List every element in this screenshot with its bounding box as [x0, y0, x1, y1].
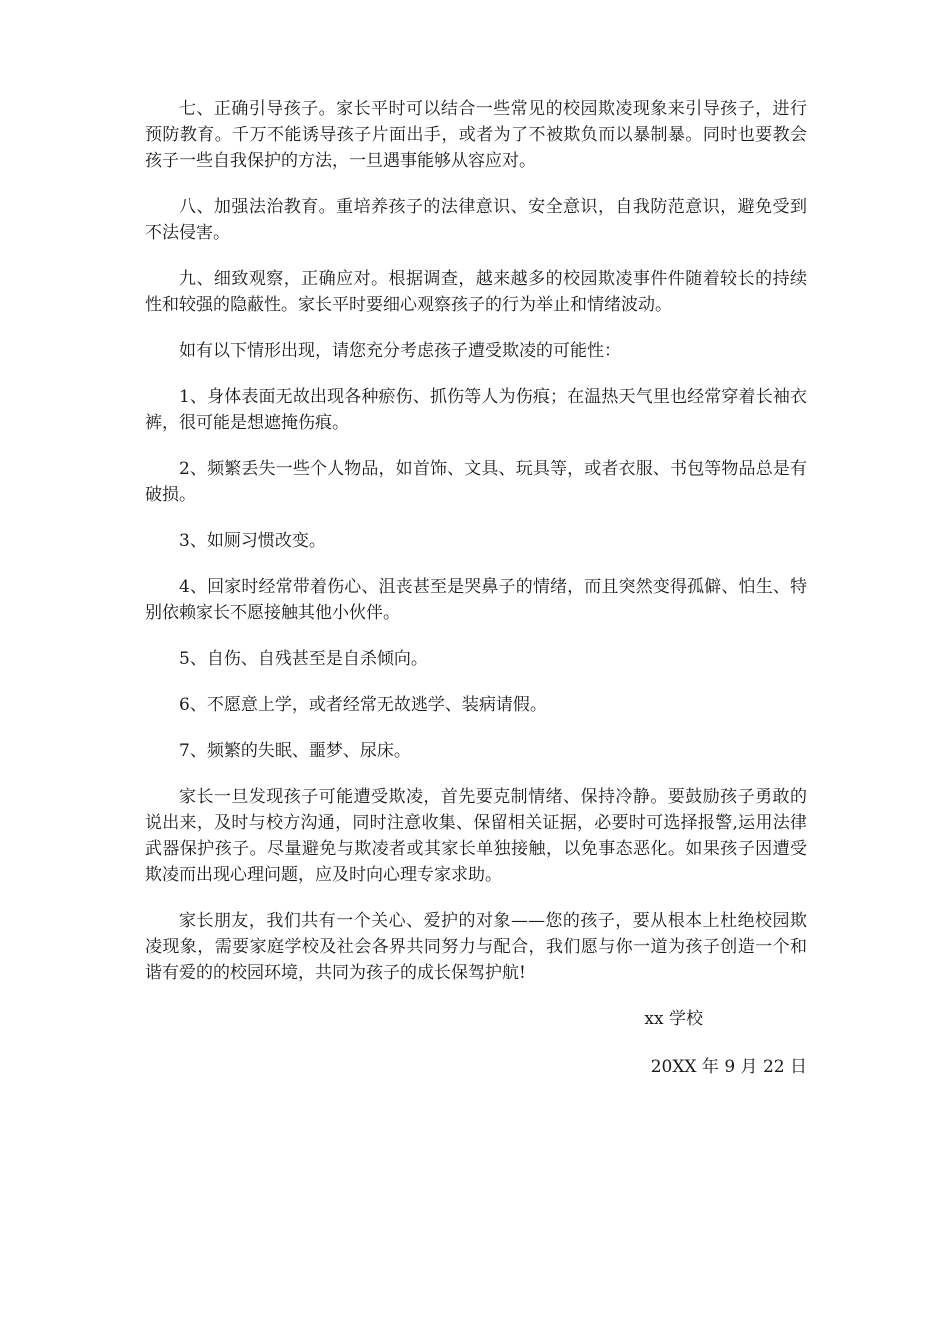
list-item-sign-5: 5、自伤、自残甚至是自杀倾向。 — [179, 649, 428, 669]
signature-date: 20XX 年 9 月 22 日 — [650, 1057, 807, 1077]
signature-school: xx 学校 — [644, 1009, 703, 1029]
list-item-sign-2: 2、频繁丢失一些个人物品，如首饰、文具、玩具等，或者衣服、书包等物品总是有破损。 — [145, 459, 807, 505]
list-item-sign-6: 6、不愿意上学，或者经常无故逃学、装病请假。 — [179, 695, 547, 715]
paragraph-response-advice: 家长一旦发现孩子可能遭受欺凌，首先要克制情绪、保持冷静。要鼓励孩子勇敢的说出来，及时与校方沟通，同时注意收集、保留相关证据，必要时可选择报警,运用法律武器保护孩子。尽量避免与欺凌者或其家长单独接触，以免事态恶化。如果孩子因遭受欺凌而出现心理问题，应及时向心理专家求助。 — [145, 787, 807, 885]
paragraph-signs-intro: 如有以下情形出现，请您充分考虑孩子遭受欺凌的可能性： — [179, 341, 621, 361]
document-body — [145, 96, 807, 1080]
paragraph-observation: 九、细致观察，正确应对。根据调查，越来越多的校园欺凌事件件随着较长的持续性和较强的隐蔽性。家长平时要细心观察孩子的行为举止和情绪波动。 — [145, 269, 807, 315]
paragraph-closing: 家长朋友，我们共有一个关心、爱护的对象——您的孩子，要从根本上杜绝校园欺凌现象，需要家庭学校及社会各界共同努力与配合，我们愿与你一道为孩子创造一个和谐有爱的的校园环境，共同为孩子的成长保驾护航! — [145, 911, 807, 983]
list-item-sign-7: 7、频繁的失眠、噩梦、尿床。 — [179, 741, 411, 761]
paragraph-guidance: 七、正确引导孩子。家长平时可以结合一些常见的校园欺凌现象来引导孩子，进行预防教育。千万不能诱导孩子片面出手，或者为了不被欺负而以暴制暴。同时也要教会孩子一些自我保护的方法，一旦遇事能够从容应对。 — [145, 99, 807, 171]
paragraph-legal-education: 八、加强法治教育。重培养孩子的法律意识、安全意识，自我防范意识，避免受到不法侵害。 — [145, 197, 807, 243]
list-item-sign-1: 1、身体表面无故出现各种瘀伤、抓伤等人为伤痕；在温热天气里也经常穿着长袖衣裤，很可能是想遮掩伤痕。 — [145, 387, 807, 433]
list-item-sign-4: 4、回家时经常带着伤心、沮丧甚至是哭鼻子的情绪，而且突然变得孤僻、怕生、特别依赖家长不愿接触其他小伙伴。 — [145, 577, 807, 623]
list-item-sign-3: 3、如厕习惯改变。 — [179, 531, 326, 551]
